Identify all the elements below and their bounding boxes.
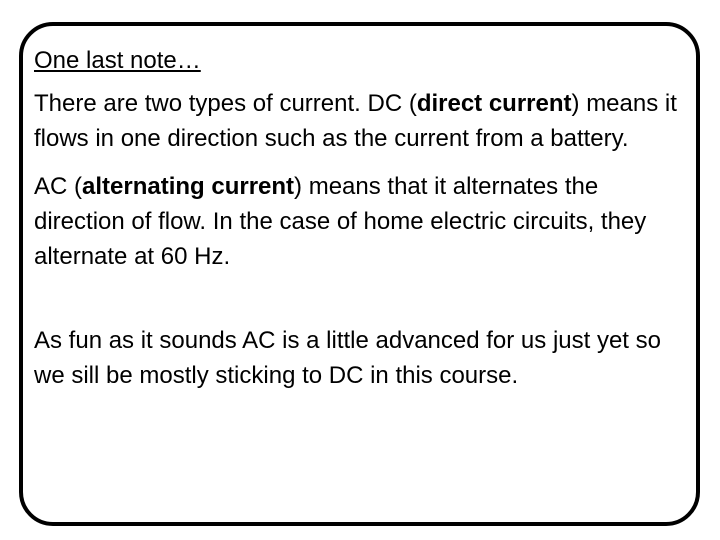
ac-paragraph xyxy=(34,169,684,274)
dc-text-end: ) means it flows in one direction such as the current from a battery. xyxy=(34,90,677,152)
ac-text-end: ) means that it alternates the direction of flow. In the case of home electric circuits, they alternate at 60 Hz. xyxy=(34,173,647,270)
ac-term: alternating current xyxy=(82,173,295,200)
note-content xyxy=(34,43,684,393)
course-paragraph: As fun as it sounds AC is a little advanced for us just yet so we sill be mostly sticking to DC in this course. xyxy=(34,327,661,389)
dc-paragraph xyxy=(34,86,684,156)
ac-text-start: AC ( xyxy=(34,173,82,200)
dc-text-start: There are two types of current. DC ( xyxy=(34,90,417,117)
note-heading: One last note… xyxy=(34,47,201,74)
dc-term: direct current xyxy=(416,90,572,117)
